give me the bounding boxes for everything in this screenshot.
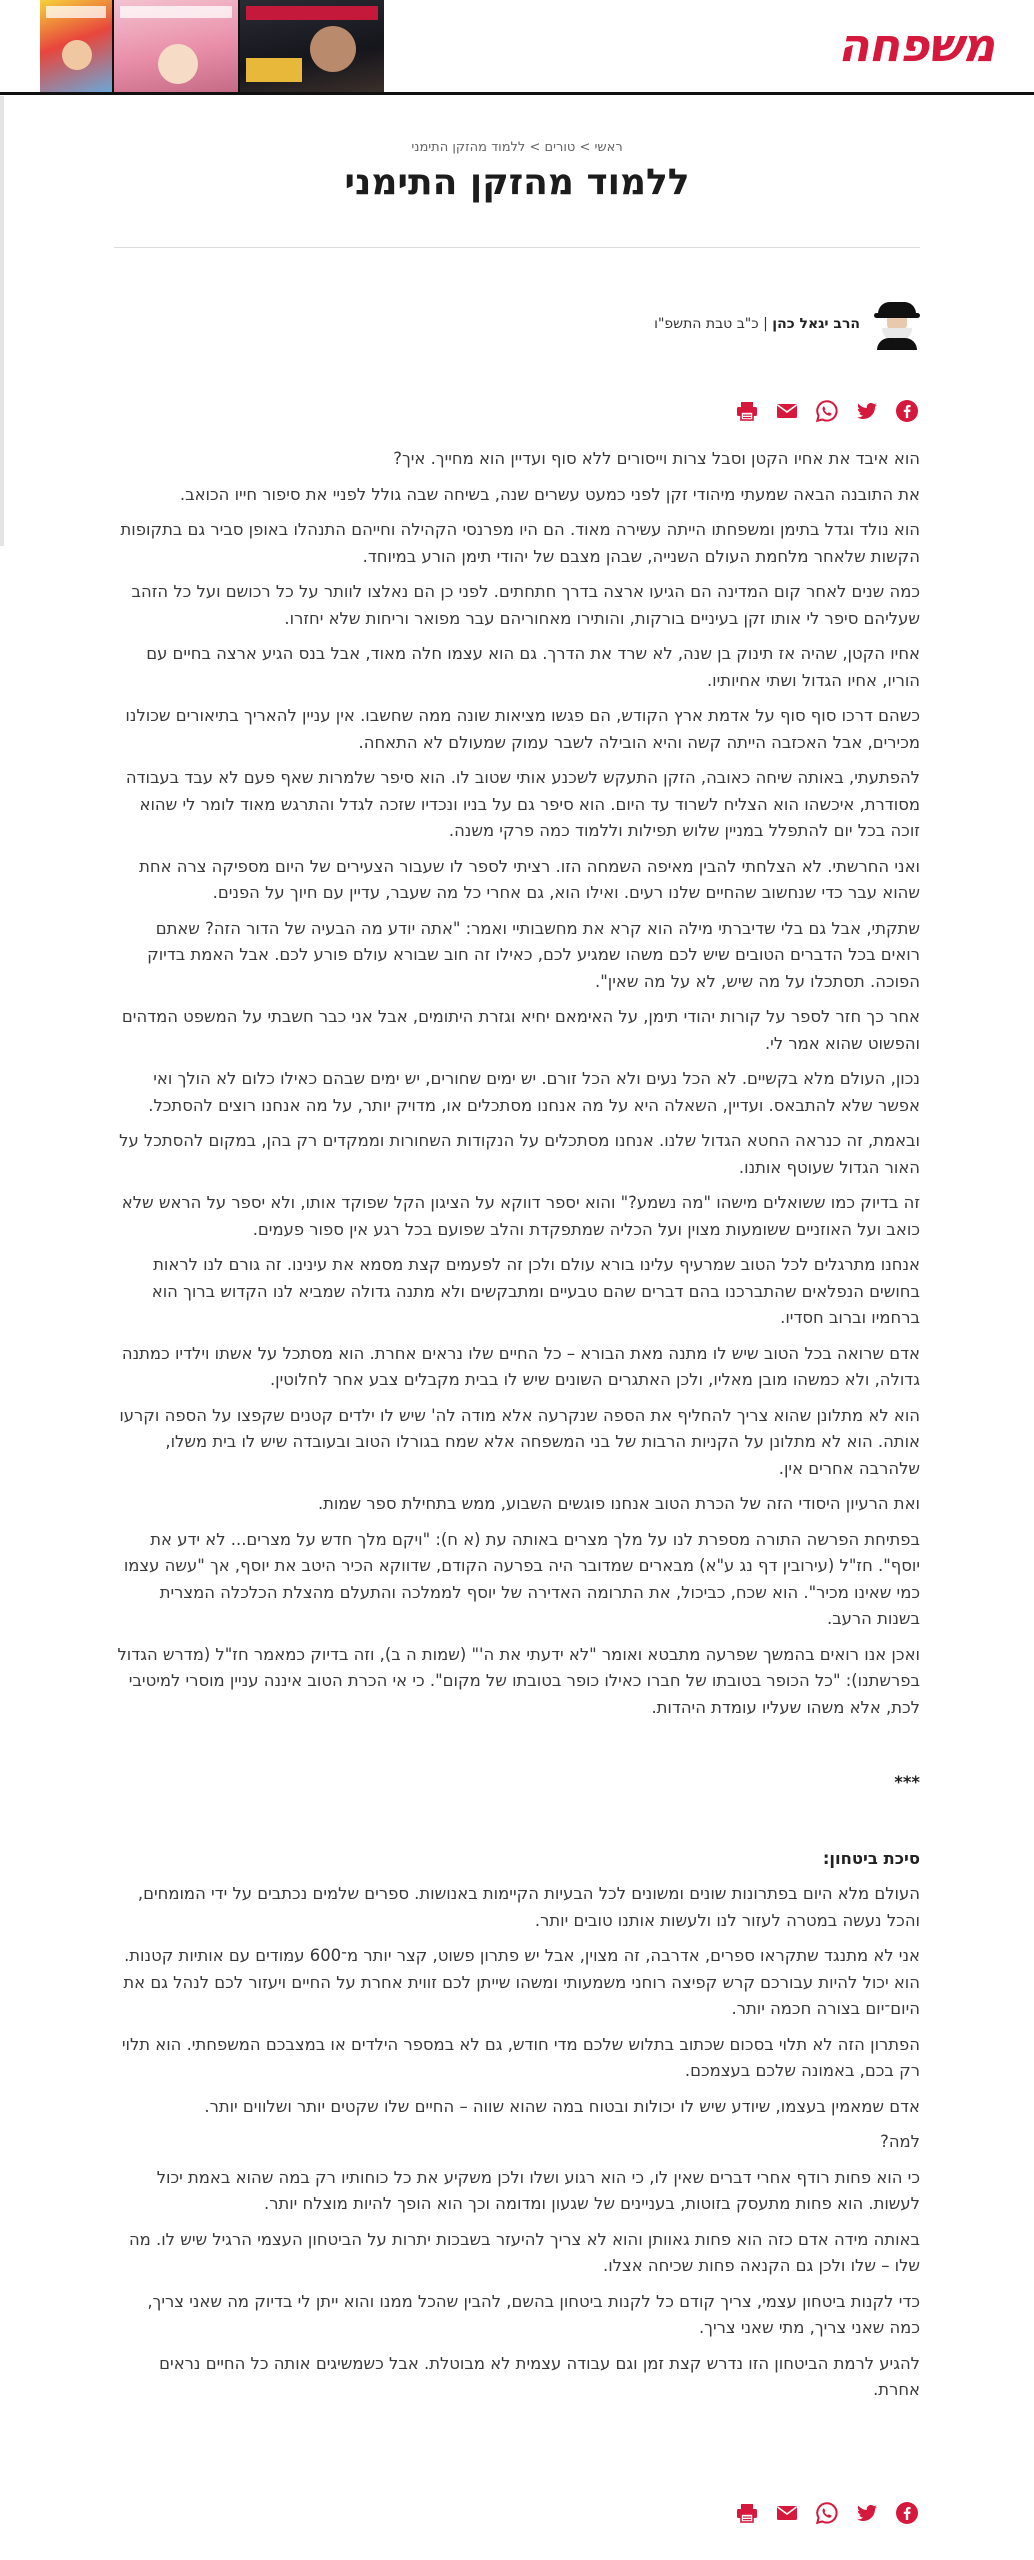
section-subheading: סיכת ביטחון:	[822, 1848, 920, 1868]
article-paragraph: את התובנה הבאה שמעתי מיהודי זקן לפני כמעט עשרים שנה, בשיחה שבה גולל לפניי את סיפור חייו הכואב.	[179, 484, 920, 504]
author-info	[654, 296, 920, 352]
article-paragraph: אדם שמאמין בעצמו, שיודע שיש לו יכולות ובטוח במה שהוא שווה – החיים שלו שקטים יותר ושלווים יותר.	[204, 2096, 920, 2116]
article-paragraph: ואני החרשתי. לא הצלחתי להבין מאיפה השמחה הזו. רציתי לספר לו שעבור הצעירים של היום מספיקה צרה אחת שהוא עבר כדי שנחשוב שהחיים שלנו רעים. ואילו הוא, גם אחרי כל מה שעבר, עדיין עם חיוך על הפנים.	[139, 856, 920, 902]
article-paragraph: כשהם דרכו סוף סוף על אדמת ארץ הקודש, הם פגשו מציאות שונה ממה שחשבו. אין עניין להאריך בתיאורים שכולנו מכירים, אבל האכזבה הייתה קשה והיא הובילה לשבר עמוק שמעולם לא התאחה.	[125, 706, 920, 752]
breadcrumb-current: ללמוד מהזקן התימני	[411, 140, 526, 155]
whatsapp-icon[interactable]	[814, 398, 840, 424]
article-paragraph: כדי לקנות ביטחון עצמי, צריך קודם כל לקנות ביטחון בהשם, להבין שהכל ממנו והוא ייתן לי בדיוק מה שאני צריך, כמה שאני צריך, מתי שאני צריך.	[147, 2291, 920, 2337]
article-paragraph: שתקתי, אבל גם בלי שדיברתי מילה הוא קרא את מחשבותיי ואמר: "אתה יודע מה הבעיה של הדור הזה? שאתם רואים בכל הדברים הטובים שיש לכם משהו שמגיע לכם, כאילו זה חוב שבורא עולם פורע לכם. אבל האמת בדיוק הפוכה. תסתכלו על מה שיש, לא על מה שאין".	[147, 918, 920, 991]
facebook-icon[interactable]	[894, 398, 920, 424]
article-paragraph: אחר כך חזר לספר על קורות יהודי תימן, על האימאם יחיא וגזרת היתומים, אבל אני כבר חשבתי על המשפט המדהים והפשוט שהוא אמר לי.	[121, 1007, 920, 1053]
breadcrumb-separator: >	[525, 140, 545, 155]
author-name[interactable]: הרב יגאל כהן	[772, 316, 860, 332]
author-avatar[interactable]	[874, 298, 920, 350]
breadcrumb	[0, 140, 1034, 155]
article-paragraph: העולם מלא היום בפתרונות שונים ומשונים לכל הבעיות הקיימות באנושות. ספרים שלמים נכתבים על ידי המומחים, והכל נעשה במטרה לעזור לנו ולעשות אותנו טובים יותר.	[137, 1884, 920, 1930]
magazine-cover-main[interactable]	[240, 0, 384, 92]
article-paragraph: בפתיחת הפרשה התורה מספרת לנו על מלך מצרים באותה עת (א ח): "ויקם מלך חדש על מצרים... לא ידע את יוסף". חז"ל (עירובין דף נג ע"א) מבארים שמדובר היה בפרעה הקודם, שדווקא הכיר היטב את יוסף, אך "עשה עצמו כמי שאינו מכיר". הוא שכח, כביכול, את התרומה האדירה של יוסף לממלכה והתעלם מהצלת הכלכלה המצרית בשנות הרעב.	[123, 1529, 920, 1628]
site-logo[interactable]: משפחה	[837, 18, 994, 72]
article-paragraph: למה?	[880, 2132, 920, 2151]
article-paragraph: כמה שנים לאחר קום המדינה הם הגיעו ארצה בדרך חתחתים. לפני כן הם נאלצו לוותר על כל רכושם ועל כל הזהב שעליהם סיפר לי אותו זקן בעיניים בורקות, והותירו מאחוריהם עבר מפואר וריחות שלא יחזרו.	[131, 582, 920, 628]
article-title: ללמוד מהזקן התימני	[344, 162, 690, 203]
article-paragraph: אנחנו מתרגלים לכל הטוב שמרעיף עלינו בורא עולם ולכן זה לפעמים קצת מסמא את עינינו. זה גורם לנו לראות בחושים הנפלאים שהתברכנו בהם דברים שהם טבעיים ומתבקשים ולא מתנה גדולה שמביא לנו הקדוש ברוך הוא ברחמיו וברוב חסדיו.	[151, 1255, 920, 1327]
print-icon[interactable]	[734, 2500, 760, 2526]
article-paragraph: אדם שרואה בכל הטוב שיש לו מתנה מאת הבורא – כל החיים שלו נראים אחרת. הוא מסתכל על אשתו וילדיו כמתנה גדולה, ולא כמשהו מובן מאליו, ולכן האתגרים השונים שיש לו בבית מקבלים צבע אחר לחלוטין.	[121, 1343, 920, 1389]
title-divider	[114, 247, 920, 248]
email-icon[interactable]	[774, 398, 800, 424]
article-paragraph: הוא לא מתלונן שהוא צריך להחליף את הספה שנקרעה אלא מודה לה' שיש לו ילדים קטנים שקפצו על הספה וקרעו אותה. הוא לא מתלונן על הקניות הרבות של בני המשפחה אלא שמח בגורלו הטוב ובעובדה שיש לו בית משלו, שלהרבה אחרים אין.	[119, 1405, 920, 1478]
twitter-icon[interactable]	[854, 2500, 880, 2526]
magazine-covers	[40, 0, 384, 92]
article-paragraph: אחיו הקטן, שהיה אז תינוק בן שנה, לא שרד את הדרך. גם הוא עצמו חלה מאוד, אבל בנס הגיע ארצה בחיים עם הוריו, אחיו הגדול ושתי אחיותיו.	[146, 644, 920, 690]
share-bar-top	[734, 398, 920, 424]
author-line	[654, 316, 860, 332]
author-separator: |	[758, 316, 773, 332]
magazine-cover-kids[interactable]	[40, 0, 114, 92]
article-paragraph: הוא נולד וגדל בתימן ומשפחתו הייתה עשירה מאוד. הם היו מפרנסי הקהילה וחייהם התנהלו באופן סביר גם בתקופות הקשות שלאחר מלחמת העולם השנייה, שבהן מצבם של יהודי תימן הורע במיוחד.	[120, 520, 920, 566]
article-paragraph: באותה מידה אדם כזה הוא פחות גאוותן והוא לא צריך להיעזר בשבכות יתרות על הביטחון העצמי הרגיל שיש לו. מה שלו – שלו ולכן גם הקנאה פחות שכיחה אצלו.	[128, 2229, 920, 2275]
print-icon[interactable]	[734, 398, 760, 424]
breadcrumb-home[interactable]: ראשי	[594, 140, 623, 155]
facebook-icon[interactable]	[894, 2500, 920, 2526]
article-paragraph: הפתרון הזה לא תלוי בסכום שכתוב בתלוש שלכם מדי חודש, גם לא במספר הילדים או במצבכם המשפחתי. הוא תלוי רק בכם, באמונה שלכם בעצמכם.	[121, 2034, 920, 2080]
article-paragraph: נכון, העולם מלא בקשיים. לא הכל נעים ולא הכל זורם. יש ימים שחורים, יש ימים שבהם כאילו כלום לא הולך ואי אפשר שלא להתבאס. ועדיין, השאלה היא על מה אנחנו מסתכלים או, מדויק יותר, על מה אנחנו רוצים להסתכל.	[148, 1069, 920, 1115]
article-paragraph: זה בדיוק כמו ששואלים מישהו "מה נשמע?" והוא יספר דווקא על הציגון הקל שפוקד אותו, ולא יספר על הראש שלא כואב ועל האוזניים ששומעות מצוין ועל הכליה שמתפקדת והלב שפועם בכל רגע אין ספור פעמים.	[121, 1193, 920, 1239]
article-paragraph: ואכן אנו רואים בהמשך שפרעה מתבטא ואומר "לא ידעתי את ה'" (שמות ה ב), וזה בדיוק כמאמר חז"ל (מדרש הגדול בפרשתנו): "כל הכופר בטובתו של חברו כאילו כופר בטובתו של מקום". כי אי הכרת הטוב איננה עניין מוסרי למיטיבי לכת, אלא משהו שעליו עומדת היהדות.	[117, 1644, 920, 1717]
article-date: כ"ב טבת התשפ"ו	[654, 316, 759, 332]
article-paragraph: ובאמת, זה כנראה החטא הגדול שלנו. אנחנו מסתכלים על הנקודות השחורות וממקדים רק בהן, במקום להסתכל על האור הגדול שעוטף אותנו.	[119, 1131, 920, 1177]
breadcrumb-section[interactable]: טורים	[544, 140, 576, 155]
share-bar-bottom	[734, 2500, 920, 2526]
article-paragraph: להגיע לרמת הביטחון הזו נדרש קצת זמן וגם עבודה עצמית לא מבוטלת. אבל כשמשיגים אותה כל החיים נראים אחרת.	[159, 2353, 920, 2399]
section-separator-stars: ***	[894, 1773, 920, 1792]
breadcrumb-separator: >	[575, 140, 595, 155]
article-paragraph: ואת הרעיון היסודי הזה של הכרת הטוב אנחנו פוגשים השבוע, ממש בתחילת ספר שמות.	[317, 1494, 920, 1513]
email-icon[interactable]	[774, 2500, 800, 2526]
magazine-cover-women[interactable]	[114, 0, 240, 92]
article-paragraph: להפתעתי, באותה שיחה כאובה, הזקן התעקש לשכנע אותי שטוב לו. הוא סיפר שלמרות שאף פעם לא עבד בעבודה מסודרת, איכשהו הוא הצליח לשרוד עד היום. הוא סיפר גם על בניו ונכדיו שזכה לגדל והתרגש מאוד לומר לי שהוא זוכה בכל יום להתפלל במניין שלוש תפילות וללמוד כמה פרקי משנה.	[125, 768, 920, 840]
twitter-icon[interactable]	[854, 398, 880, 424]
article-paragraph: אני לא מתנגד שתקראו ספרים, אדרבה, זה מצוין, אבל יש פתרון פשוט, קצר יותר מ־600 עמודים עם אותיות קטנות. הוא יכול להיות עבורכם קרש קפיצה רוחני משמעותי ומשהו שייתן לכם זווית אחרת על החיים ויעזור לכם לנהל גם את היום־יום בצורה חכמה יותר.	[123, 1946, 920, 2018]
article-paragraph: הוא איבד את אחיו הקטן וסבל צרות וייסורים ללא סוף ועדיין הוא מחייך. איך?	[393, 449, 920, 468]
whatsapp-icon[interactable]	[814, 2500, 840, 2526]
article-body	[114, 446, 920, 2413]
site-header	[0, 0, 1034, 95]
article-paragraph: כי הוא פחות רודף אחרי דברים שאין לו, כי הוא רגוע ושלו ולכן משקיע את כל כוחותיו רק במה שהוא באמת יכול לעשות. הוא פחות מתעסק בזוטות, בעניינים של שגעון ומדומה וכך הוא הופך להיות מוצלח יותר.	[156, 2167, 920, 2213]
